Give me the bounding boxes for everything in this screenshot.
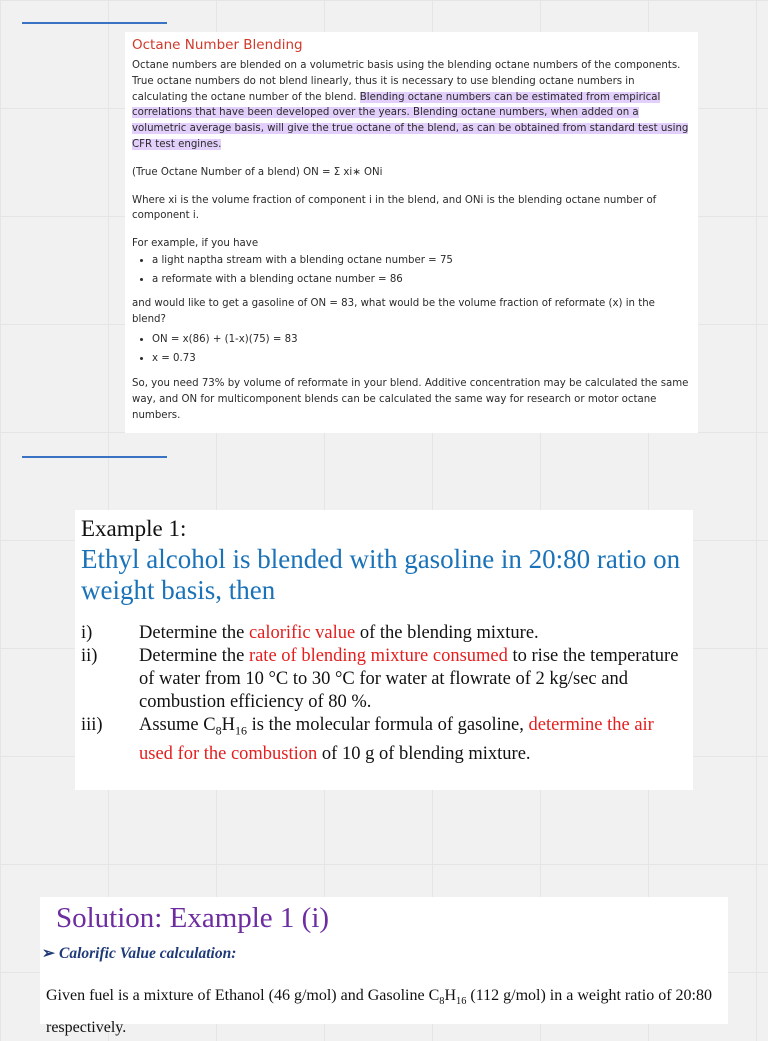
list-item: • a light naptha stream with a blending octane number = 75: [152, 252, 690, 271]
slide-divider-top: [22, 22, 167, 24]
given-text-part: Given fuel is a mixture of Ethanol (46 g/mol) and Gasoline C: [46, 987, 440, 1004]
example-intro: For example, if you have: [132, 238, 259, 250]
item-number: i): [81, 623, 93, 643]
intro-paragraph: [132, 58, 690, 153]
subscript: 8: [215, 723, 222, 738]
example-slide: [75, 510, 693, 790]
item-text-part: Assume C: [139, 715, 216, 735]
item-number: iii): [81, 715, 103, 735]
example-title: Ethyl alcohol is blended with gasoline in 20:80 ratio on weight basis, then: [81, 544, 681, 605]
item-text: [139, 622, 687, 645]
item-text-part: Determine the: [139, 646, 249, 666]
subscript: 8: [439, 996, 445, 1008]
arrow-bullet-icon: ➢: [42, 945, 55, 962]
intro-text: Octane numbers are blended on a volumetric basis using the blending octane numbers of the components. True octane numbers do not blend linearly, thus it is necessary to use blending octane numbers in calculating the octane number of the blend.: [132, 59, 681, 103]
item-number: ii): [81, 646, 98, 666]
calculation-list: [132, 331, 690, 369]
question-item: [81, 714, 687, 766]
question-text: and would like to get a gasoline of ON = 83, what would be the volume fraction of reformate (x) in the blend?: [132, 297, 655, 325]
item-text-part: is the molecular formula of gasoline,: [246, 715, 529, 735]
conclusion-text: So, you need 73% by volume of reformate in your blend. Additive concentration may be calculated the same way, and ON for multicomponent blends can be calculated the same way for research or motor octane numbers.: [132, 378, 689, 421]
solution-title: Solution: Example 1 (i): [56, 902, 330, 934]
subscript: 16: [234, 723, 247, 738]
solution-slide: [40, 897, 728, 1037]
item-text-part: of 10 g of blending mixture.: [317, 743, 531, 764]
list-item: • ON = x(86) + (1-x)(75) = 83: [152, 331, 690, 350]
octane-blending-slide: [125, 32, 698, 433]
item-text: [139, 714, 687, 766]
item-emphasis: rate of blending mixture consumed: [248, 646, 508, 666]
list-item: • a reformate with a blending octane number = 86: [152, 271, 690, 290]
slide-title: Octane Number Blending: [132, 37, 303, 53]
highlighted-text: Blending octane numbers can be estimated from empirical correlations that have been developed over the years. Blending octane numbers, when added on a volumetric average basis, will give the true octane of the blend, as can be obtained from standard test using CFR test engines.: [132, 91, 689, 150]
item-emphasis: calorific value: [248, 623, 356, 643]
question-list: [81, 622, 687, 766]
item-text-part: H: [221, 715, 235, 735]
example-label: Example 1:: [81, 516, 187, 541]
list-item: • x = 0.73: [152, 350, 690, 369]
item-text: [139, 645, 687, 714]
question-item: [81, 645, 687, 714]
item-emphasis: determine the air used for the combustion: [139, 715, 654, 764]
stream-list: [132, 252, 690, 290]
section-heading-text: Calorific Value calculation:: [59, 945, 237, 962]
section-heading: [42, 944, 722, 963]
formula-text: (True Octane Number of a blend) ON = Σ xi∗ ONi: [132, 166, 383, 178]
question-item: [81, 622, 687, 645]
item-text-part: Determine the: [139, 623, 249, 643]
item-text-part: to rise the temperature of water from 10 °C to 30 °C for water at flowrate of 2 kg/sec and combustion efficiency of 80 %.: [139, 646, 679, 712]
subscript: 16: [456, 996, 467, 1008]
where-text: Where xi is the volume fraction of component i in the blend, and ONi is the blending octane number of component i.: [132, 194, 657, 222]
given-paragraph: [46, 983, 722, 1041]
slide-divider-middle: [22, 456, 167, 458]
given-text-part: (112 g/mol) in a weight ratio of 20:80 respectively.: [46, 987, 712, 1037]
given-text-part: H: [444, 987, 457, 1004]
item-text-part: of the blending mixture.: [355, 623, 539, 643]
